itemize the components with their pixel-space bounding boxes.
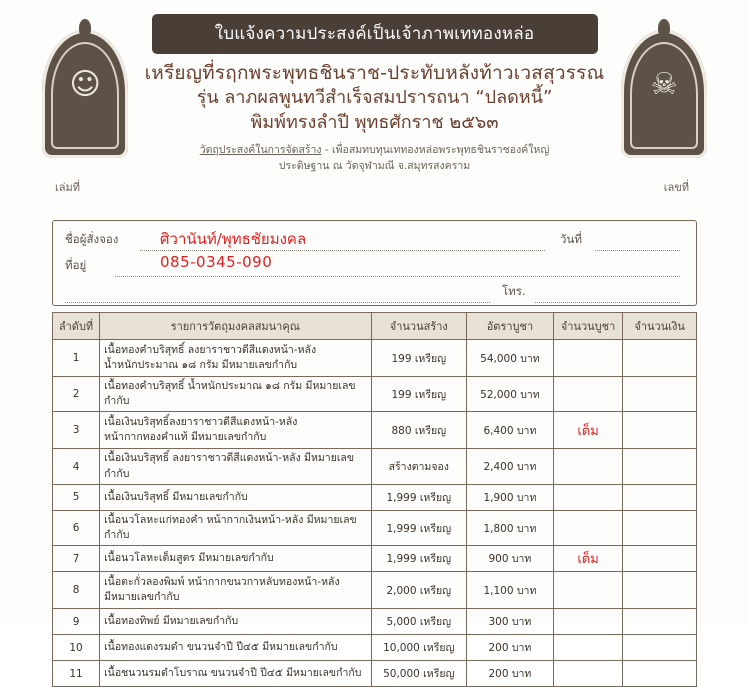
cell-amount[interactable]: [623, 635, 697, 661]
cell-rate: 200 บาท: [466, 635, 553, 661]
items-table: [52, 312, 697, 687]
cell-made: 5,000 เหรียญ: [371, 609, 466, 635]
cell-desc: เนื้อเงินบริสุทธิ์ มีหมายเลขกำกับ: [100, 484, 371, 510]
th-made: จำนวนสร้าง: [371, 313, 466, 340]
cell-no: 3: [53, 412, 100, 449]
cell-booked[interactable]: [553, 609, 622, 635]
banner-title: ใบแจ้งความประสงค์เป็นเจ้าภาพเททองหล่อ: [152, 14, 598, 54]
table-row: [53, 635, 697, 661]
title-line-3: พิมพ์ทรงลำปี พุทธศักราช ๒๕๖๓: [250, 111, 499, 133]
address-label: ที่อยู่: [65, 258, 87, 272]
cell-no: 4: [53, 449, 100, 484]
cell-made: 1,999 เหรียญ: [371, 510, 466, 545]
cell-desc: เนื้อนวโลหะเต็มสูตร มีหมายเลขกำกับ: [100, 546, 371, 572]
cell-made: 1,999 เหรียญ: [371, 484, 466, 510]
tel-label: โทร.: [502, 284, 526, 298]
cell-made: 10,000 เหรียญ: [371, 635, 466, 661]
table-row: [53, 546, 697, 572]
cell-amount[interactable]: [623, 412, 697, 449]
sheet-number-label: เลขที่: [663, 181, 689, 194]
cell-rate: 2,400 บาท: [466, 449, 553, 484]
table-row: [53, 510, 697, 545]
cell-amount[interactable]: [623, 377, 697, 412]
cell-no: 10: [53, 635, 100, 661]
booking-info-box: [52, 220, 697, 306]
cell-made: 199 เหรียญ: [371, 340, 466, 377]
cell-no: 9: [53, 609, 100, 635]
emblem-left: [42, 30, 128, 158]
vessavana-image-icon: [630, 42, 698, 149]
cell-rate: 300 บาท: [466, 609, 553, 635]
cell-booked[interactable]: เต็ม: [553, 546, 622, 572]
cell-made: 1,999 เหรียญ: [371, 546, 466, 572]
cell-booked[interactable]: [553, 572, 622, 609]
date-input-line[interactable]: [595, 249, 680, 251]
cell-amount[interactable]: [623, 609, 697, 635]
cell-rate: 1,900 บาท: [466, 484, 553, 510]
title-line-1: เหรียญที่รฤกพระพุทธชินราช-ประทับหลังท้าวเวสสุวรรณ: [144, 62, 605, 84]
cell-rate: 6,400 บาท: [466, 412, 553, 449]
cell-desc: เนื้อชนวนรมดำโบราณ ขนวนจำปี ปี๔๕ มีหมายเลขกำกับ: [100, 661, 371, 687]
table-row: [53, 340, 697, 377]
cell-no: 8: [53, 572, 100, 609]
cell-booked[interactable]: [553, 484, 622, 510]
table-body: [53, 340, 697, 687]
cell-booked[interactable]: [553, 510, 622, 545]
cell-rate: 900 บาท: [466, 546, 553, 572]
cell-no: 6: [53, 510, 100, 545]
cell-amount[interactable]: [623, 340, 697, 377]
cell-booked[interactable]: [553, 340, 622, 377]
cell-rate: 52,000 บาท: [466, 377, 553, 412]
table-row: [53, 609, 697, 635]
cell-booked[interactable]: [553, 661, 622, 687]
cell-amount[interactable]: [623, 484, 697, 510]
address-input-line-2[interactable]: [65, 301, 490, 303]
cell-no: 7: [53, 546, 100, 572]
cell-desc: เนื้อเงินบริสุทธิ์ลงยาราชาวดีสีแดงหน้า-หลัง หน้ากากทองคำแท้ มีหมายเลขกำกับ: [100, 412, 371, 449]
cell-booked[interactable]: [553, 377, 622, 412]
cell-no: 5: [53, 484, 100, 510]
cell-rate: 1,800 บาท: [466, 510, 553, 545]
booking-row-name: [65, 229, 684, 255]
phone-handwritten-value: 085-0345-090: [160, 253, 273, 271]
th-desc: รายการวัตถุมงคลสมนาคุณ: [100, 313, 371, 340]
cell-rate: 54,000 บาท: [466, 340, 553, 377]
table-row: [53, 661, 697, 687]
cell-amount[interactable]: [623, 510, 697, 545]
table-row: [53, 484, 697, 510]
cell-amount[interactable]: [623, 661, 697, 687]
cell-booked[interactable]: [553, 449, 622, 484]
booking-row-tel: [65, 281, 684, 307]
table-row: [53, 572, 697, 609]
purpose-label: วัตถุประสงค์ในการจัดสร้าง: [199, 144, 322, 157]
address-input-line-1[interactable]: [115, 275, 680, 277]
title-line-2: รุ่น ลาภผลพูนทวีสำเร็จสมปรารถนา “ปลดหนี้”: [196, 86, 553, 108]
cell-desc: เนื้อทองทิพย์ มีหมายเลขกำกับ: [100, 609, 371, 635]
cell-desc: เนื้อตะกั่วลองพิมพ์ หน้ากากขนวกาหลับทองหน้า-หลัง มีหมายเลขกำกับ: [100, 572, 371, 609]
purpose-line-1: - เพื่อสมทบทุนเททองหล่อพระพุทธชินราชองค์ใหญ่: [324, 144, 550, 157]
cell-made: 199 เหรียญ: [371, 377, 466, 412]
cell-no: 1: [53, 340, 100, 377]
buddha-glyph: ☺: [69, 67, 101, 102]
guardian-glyph: ☠: [650, 67, 678, 102]
cell-desc: เนื้อนวโลหะแก่ทองคำ หน้ากากเงินหน้า-หลัง มีหมายเลขกำกับ: [100, 510, 371, 545]
cell-desc: เนื้อทองคำบริสุทธิ์ น้ำหนักประมาณ ๑๘ กรัม มีหมายเลขกำกับ: [100, 377, 371, 412]
cell-booked[interactable]: เต็ม: [553, 412, 622, 449]
cell-desc: เนื้อทองแดงรมดำ ขนวนจำปี ปี๔๕ มีหมายเลขกำกับ: [100, 635, 371, 661]
cell-made: 50,000 เหรียญ: [371, 661, 466, 687]
table-header-row: [53, 313, 697, 340]
th-amount: จำนวนเงิน: [623, 313, 697, 340]
cell-rate: 1,100 บาท: [466, 572, 553, 609]
booking-row-address: [65, 255, 684, 281]
th-rate: อัตราบูชา: [466, 313, 553, 340]
cell-amount[interactable]: [623, 449, 697, 484]
cell-no: 11: [53, 661, 100, 687]
name-label: ชื่อผู้สั่งจอง: [65, 232, 119, 246]
document-header: [0, 0, 749, 218]
book-number-label: เล่มที่: [55, 181, 81, 194]
buddha-image-icon: [51, 42, 119, 149]
cell-booked[interactable]: [553, 635, 622, 661]
th-no: ลำดับที่: [53, 313, 100, 340]
purpose-line-2: ประดิษฐาน ณ วัดจุฬามณี จ.สมุทรสงคราม: [278, 159, 471, 172]
table-row: [53, 377, 697, 412]
cell-no: 2: [53, 377, 100, 412]
cell-made: 2,000 เหรียญ: [371, 572, 466, 609]
cell-amount[interactable]: [623, 546, 697, 572]
table-row: [53, 449, 697, 484]
th-booked: จำนวนบูชา: [553, 313, 622, 340]
date-label: วันที่: [560, 232, 582, 246]
cell-rate: 200 บาท: [466, 661, 553, 687]
table-row: [53, 412, 697, 449]
tel-input-line[interactable]: [535, 301, 680, 303]
emblem-right: [621, 30, 707, 158]
name-handwritten-value: ศิวานันท์/พุทธชัยมงคล: [160, 230, 307, 248]
cell-made: 880 เหรียญ: [371, 412, 466, 449]
cell-desc: เนื้อทองคำบริสุทธิ์ ลงยาราชาวดีสีแดงหน้า-หลัง น้ำหนักประมาณ ๑๘ กรัม มีหมายเลขกำกับ: [100, 340, 371, 377]
cell-amount[interactable]: [623, 572, 697, 609]
cell-desc: เนื้อเงินบริสุทธิ์ ลงยาราชาวดีสีแดงหน้า-หลัง มีหมายเลขกำกับ: [100, 449, 371, 484]
cell-made: สร้างตามจอง: [371, 449, 466, 484]
